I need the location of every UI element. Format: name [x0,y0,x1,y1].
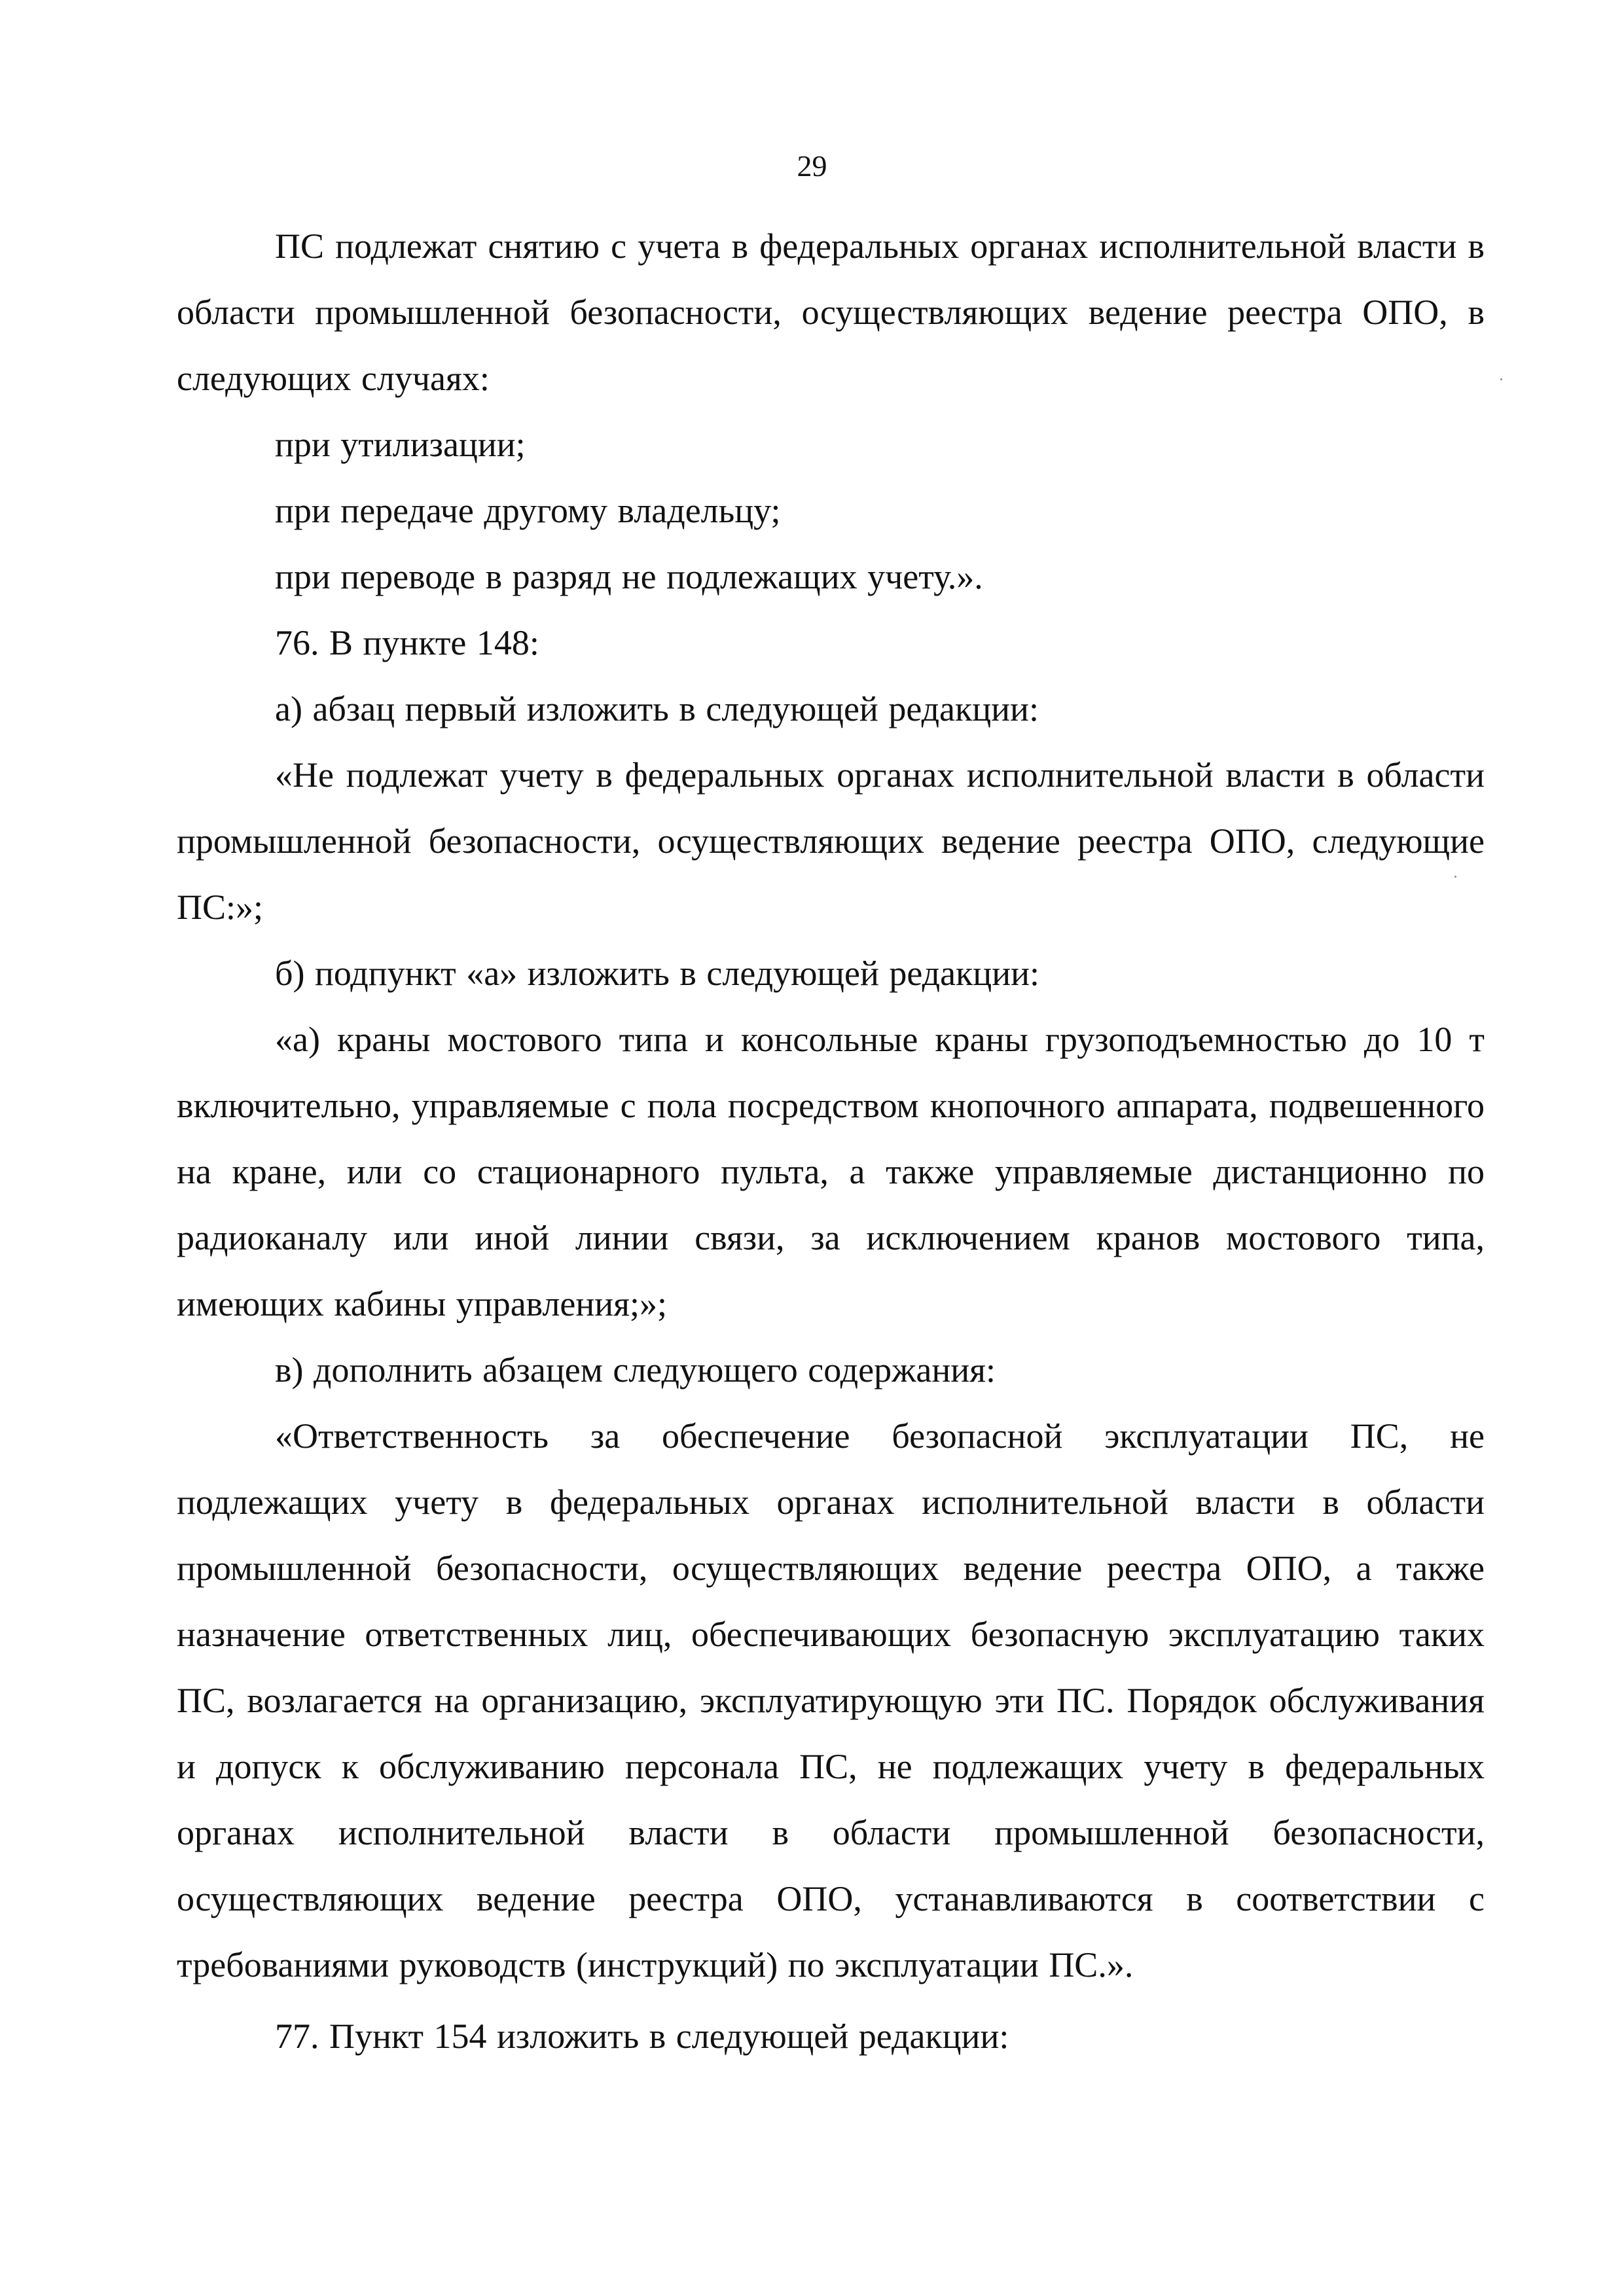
paragraph-76-b-text: «а) краны мостового типа и консольные краны грузоподъемностью до 10 т включительно, управляемые с пола посредством кнопочного аппарата, подвешенного на кране, или со стационарного пульта, а также управляемые дистанционно по радиоканалу или иной линии связи, за исключением кранов мостового типа, имеющих кабины управления;»; [177,1020,1485,1323]
paragraph-utilization: при утилизации; [275,425,526,464]
scan-speck [1500,378,1502,380]
paragraph-item-77: 77. Пункт 154 изложить в следующей редакции: [275,2017,1009,2056]
paragraph-76-v: в) дополнить абзацем следующего содержания: [275,1350,996,1390]
paragraph-76-a: а) абзац первый изложить в следующей редакции: [275,689,1039,728]
paragraph-removal-from-register: ПС подлежат снятию с учета в федеральных органах исполнительной власти в области промышленной безопасности, осуществляющих ведение реестра ОПО, в следующих случаях: [177,226,1485,398]
page-number: 29 [797,149,827,183]
document-body [177,213,1485,2070]
paragraph-76-a-text: «Не подлежат учету в федеральных органах исполнительной власти в области промышленной безопасности, осуществляющих ведение реестра ОПО, следующие ПС:»; [177,755,1485,927]
paragraph-76-b: б) подпункт «а» изложить в следующей редакции: [275,954,1039,993]
paragraph-transfer-owner: при передаче другому владельцу; [275,491,781,530]
scan-speck [1454,876,1456,878]
paragraph-item-76: 76. В пункте 148: [275,623,539,662]
paragraph-76-v-text: «Ответственность за обеспечение безопасной эксплуатации ПС, не подлежащих учету в федеральных органах исполнительной власти в области промышленной безопасности, осуществляющих ведение реестра ОПО, а также назначение ответственных лиц, обеспечивающих безопасную эксплуатацию таких ПС, возлагается на организацию, эксплуатирующую эти ПС. Порядок обслуживания и допуск к обслуживанию персонала ПС, не подлежащих учету в федеральных органах исполнительной власти в области промышленной безопасности, осуществляющих ведение реестра ОПО, устанавливаются в соответствии с требованиями руководств (инструкций) по эксплуатации ПС.». [177,1416,1485,1984]
paragraph-transfer-category: при переводе в разряд не подлежащих учету.». [275,557,983,596]
